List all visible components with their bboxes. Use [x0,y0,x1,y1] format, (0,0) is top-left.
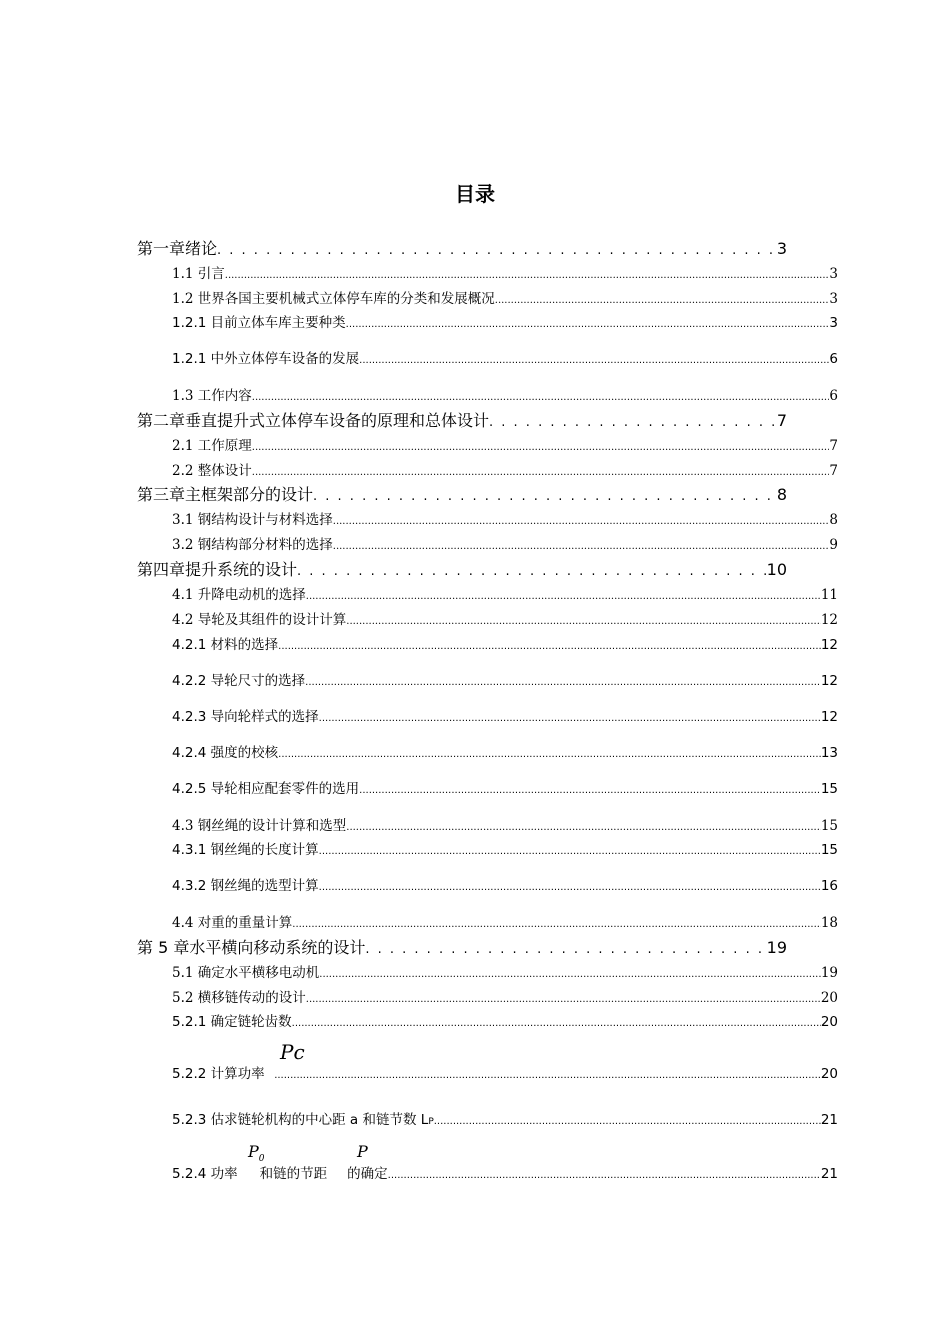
toc-page-number: 8 [829,512,838,528]
toc-entry-label: 第四章提升系统的设计 [137,560,298,579]
toc-entry-label [172,1162,388,1182]
toc-leader [346,616,821,627]
toc-entry-5-2-4[interactable] [172,1162,838,1182]
toc-entry-label: 1.2 世界各国主要机械式立体停车库的分类和发展概况 [172,291,495,307]
toc-entry-chapter-2[interactable] [137,408,787,431]
toc-page-number: 11 [820,587,838,603]
toc-entry-1-2-1b[interactable] [172,347,838,367]
toc-leader [319,846,821,857]
toc-page-number: 7 [829,438,838,454]
toc-leader [252,392,830,403]
toc-entry-label: 4.1 升降电动机的选择 [172,587,306,603]
toc-page-number: 16 [820,878,838,894]
toc-entry-label: 2.1 工作原理 [172,438,252,454]
toc-page-number: 13 [820,745,838,761]
toc-leader [495,295,830,306]
toc-page-number: 12 [820,637,838,653]
toc-entry-4-3-2[interactable] [172,874,838,894]
toc-page-number: 12 [820,673,838,689]
toc-entry-label: 4.2.3 导向轮样式的选择 [172,709,319,725]
toc-page-number: 7 [776,411,787,430]
toc-leader [225,270,830,281]
toc-entry-5-2[interactable] [172,986,838,1006]
toc-entry-5-2-3[interactable] [172,1108,838,1128]
toc-page-number: 6 [829,388,838,404]
toc-page-number: 3 [829,291,838,307]
toc-leader [292,919,821,930]
toc-leader [333,516,830,527]
toc-entry-label: 第 5 章水平横向移动系统的设计 [137,938,366,957]
toc-page-number: 3 [829,315,838,331]
toc-entry-4-2-3[interactable] [172,705,838,725]
formula-pc: Pc [280,1040,305,1064]
toc-page-number: 12 [820,709,838,725]
formula-p0-base: P [248,1142,259,1161]
toc-leader [319,882,821,893]
toc-page-number: 18 [820,915,838,931]
toc-entry-4-4[interactable] [172,911,838,931]
toc-leader [305,677,821,688]
toc-entry-4-3-1[interactable] [172,838,838,858]
toc-leader [252,467,830,478]
toc-page-number: 15 [820,781,838,797]
toc-page-number: 3 [829,266,838,282]
toc-page-number: 20 [820,1014,838,1030]
toc-entry-5-2-2[interactable] [172,1062,838,1082]
toc-entry-1-2[interactable] [172,287,838,307]
toc-entry-1-1[interactable] [172,262,838,282]
toc-entry-4-2-1[interactable] [172,633,838,653]
toc-page-number: 19 [820,965,838,981]
toc-entry-label: 4.2.5 导轮相应配套零件的选用 [172,781,360,797]
toc-entry-label: 4.2.2 导轮尺寸的选择 [172,673,306,689]
toc-page-number: 12 [820,612,838,628]
toc-entry-label: 4.2 导轮及其组件的设计计算 [172,612,347,628]
toc-entry-3-2[interactable] [172,533,838,553]
toc-page-number: 10 [766,560,787,579]
toc-entry-label: 5.2.1 确定链轮齿数 [172,1014,292,1030]
toc-entry-label: 4.3.1 钢丝绳的长度计算 [172,842,319,858]
toc-entry-2-2[interactable] [172,459,838,479]
toc-entry-label: 3.1 钢结构设计与材料选择 [172,512,333,528]
toc-leader [359,355,829,366]
toc-entry-1-2-1[interactable] [172,311,838,331]
toc-entry-label-text: 5.2.3 估求链轮机构的中心距 a 和链节数 L [172,1112,429,1128]
toc-leader [319,713,821,724]
toc-entry-label: 5.2.2 计算功率 [172,1066,265,1082]
toc-entry-chapter-5[interactable] [137,935,787,958]
toc-leader [306,591,821,602]
toc-entry-label-text: 5.2.4 功率 [172,1166,238,1182]
toc-page-number: 15 [820,842,838,858]
toc-page-number: 19 [766,938,787,957]
toc-entry-label: 1.3 工作内容 [172,388,252,404]
toc-entry-label: 5.1 确定水平横移电动机 [172,965,320,981]
toc-entry-label: 4.3 钢丝绳的设计计算和选型 [172,818,347,834]
toc-leader [359,785,821,796]
toc-entry-label: 4.2.1 材料的选择 [172,637,279,653]
toc-entry-label [172,1108,434,1128]
toc-entry-3-1[interactable] [172,508,838,528]
toc-entry-4-2-2[interactable] [172,669,838,689]
toc-leader [388,1170,821,1181]
toc-entry-label: 2.2 整体设计 [172,463,252,479]
toc-leader [346,822,821,833]
toc-page-number: 21 [820,1166,838,1182]
toc-entry-4-2-5[interactable] [172,777,838,797]
toc-entry-chapter-3[interactable] [137,482,787,505]
toc-leader [252,442,830,453]
toc-leader [489,415,777,430]
toc-entry-label: 4.3.2 钢丝绳的选型计算 [172,878,319,894]
toc-leader [274,1070,821,1081]
toc-entry-label: 3.2 钢结构部分材料的选择 [172,537,333,553]
toc-entry-label: 1.1 引言 [172,266,225,282]
toc-title: 目录 [455,182,495,206]
toc-leader [365,942,766,957]
toc-page-number: 15 [820,818,838,834]
formula-p: P [357,1142,368,1161]
toc-entry-5-1[interactable] [172,961,838,981]
toc-page-number: 3 [776,239,787,258]
toc-entry-chapter-4[interactable] [137,557,787,580]
toc-leader [313,489,777,504]
toc-leader [319,969,821,980]
toc-entry-label: 第一章绪论 [137,239,218,258]
toc-entry-chapter-1[interactable] [137,236,787,259]
toc-page-number: 8 [776,485,787,504]
toc-entry-4-2-4[interactable] [172,741,838,761]
toc-leader [346,319,830,330]
toc-leader [434,1116,821,1127]
toc-leader [292,1018,821,1029]
toc-entry-label: 1.2.1 中外立体停车设备的发展 [172,351,360,367]
toc-entry-label: 第三章主框架部分的设计 [137,485,314,504]
formula-p0-sub: 0 [258,1154,265,1165]
toc-leader [306,994,821,1005]
toc-entry-label: 4.4 对重的重量计算 [172,915,293,931]
toc-entry-5-2-1[interactable] [172,1010,838,1030]
toc-entry-label-mid: 和链的节距 [259,1166,328,1182]
toc-entry-label: 4.2.4 强度的校核 [172,745,279,761]
formula-p0 [248,1142,265,1164]
toc-entry-label: 5.2 横移链传动的设计 [172,990,306,1006]
toc-leader [278,749,821,760]
toc-entry-4-2[interactable] [172,608,838,628]
toc-entry-label: 1.2.1 目前立体车库主要种类 [172,315,346,331]
toc-page-number: 9 [829,537,838,553]
toc-leader [297,564,767,579]
toc-leader [217,243,777,258]
toc-entry-label: 第二章垂直提升式立体停车设备的原理和总体设计 [137,411,490,430]
toc-page-number: 7 [829,463,838,479]
toc-entry-4-1[interactable] [172,583,838,603]
toc-page-number: 21 [820,1112,838,1128]
subscript-p: P [428,1117,434,1127]
toc-page-number: 6 [829,351,838,367]
toc-entry-label-end: 的确定 [347,1166,388,1182]
toc-leader [278,641,821,652]
toc-entry-2-1[interactable] [172,434,838,454]
toc-page-number: 20 [820,990,838,1006]
toc-entry-4-3[interactable] [172,814,838,834]
toc-page-number: 20 [820,1066,838,1082]
toc-leader [333,541,830,552]
toc-entry-1-3[interactable] [172,384,838,404]
